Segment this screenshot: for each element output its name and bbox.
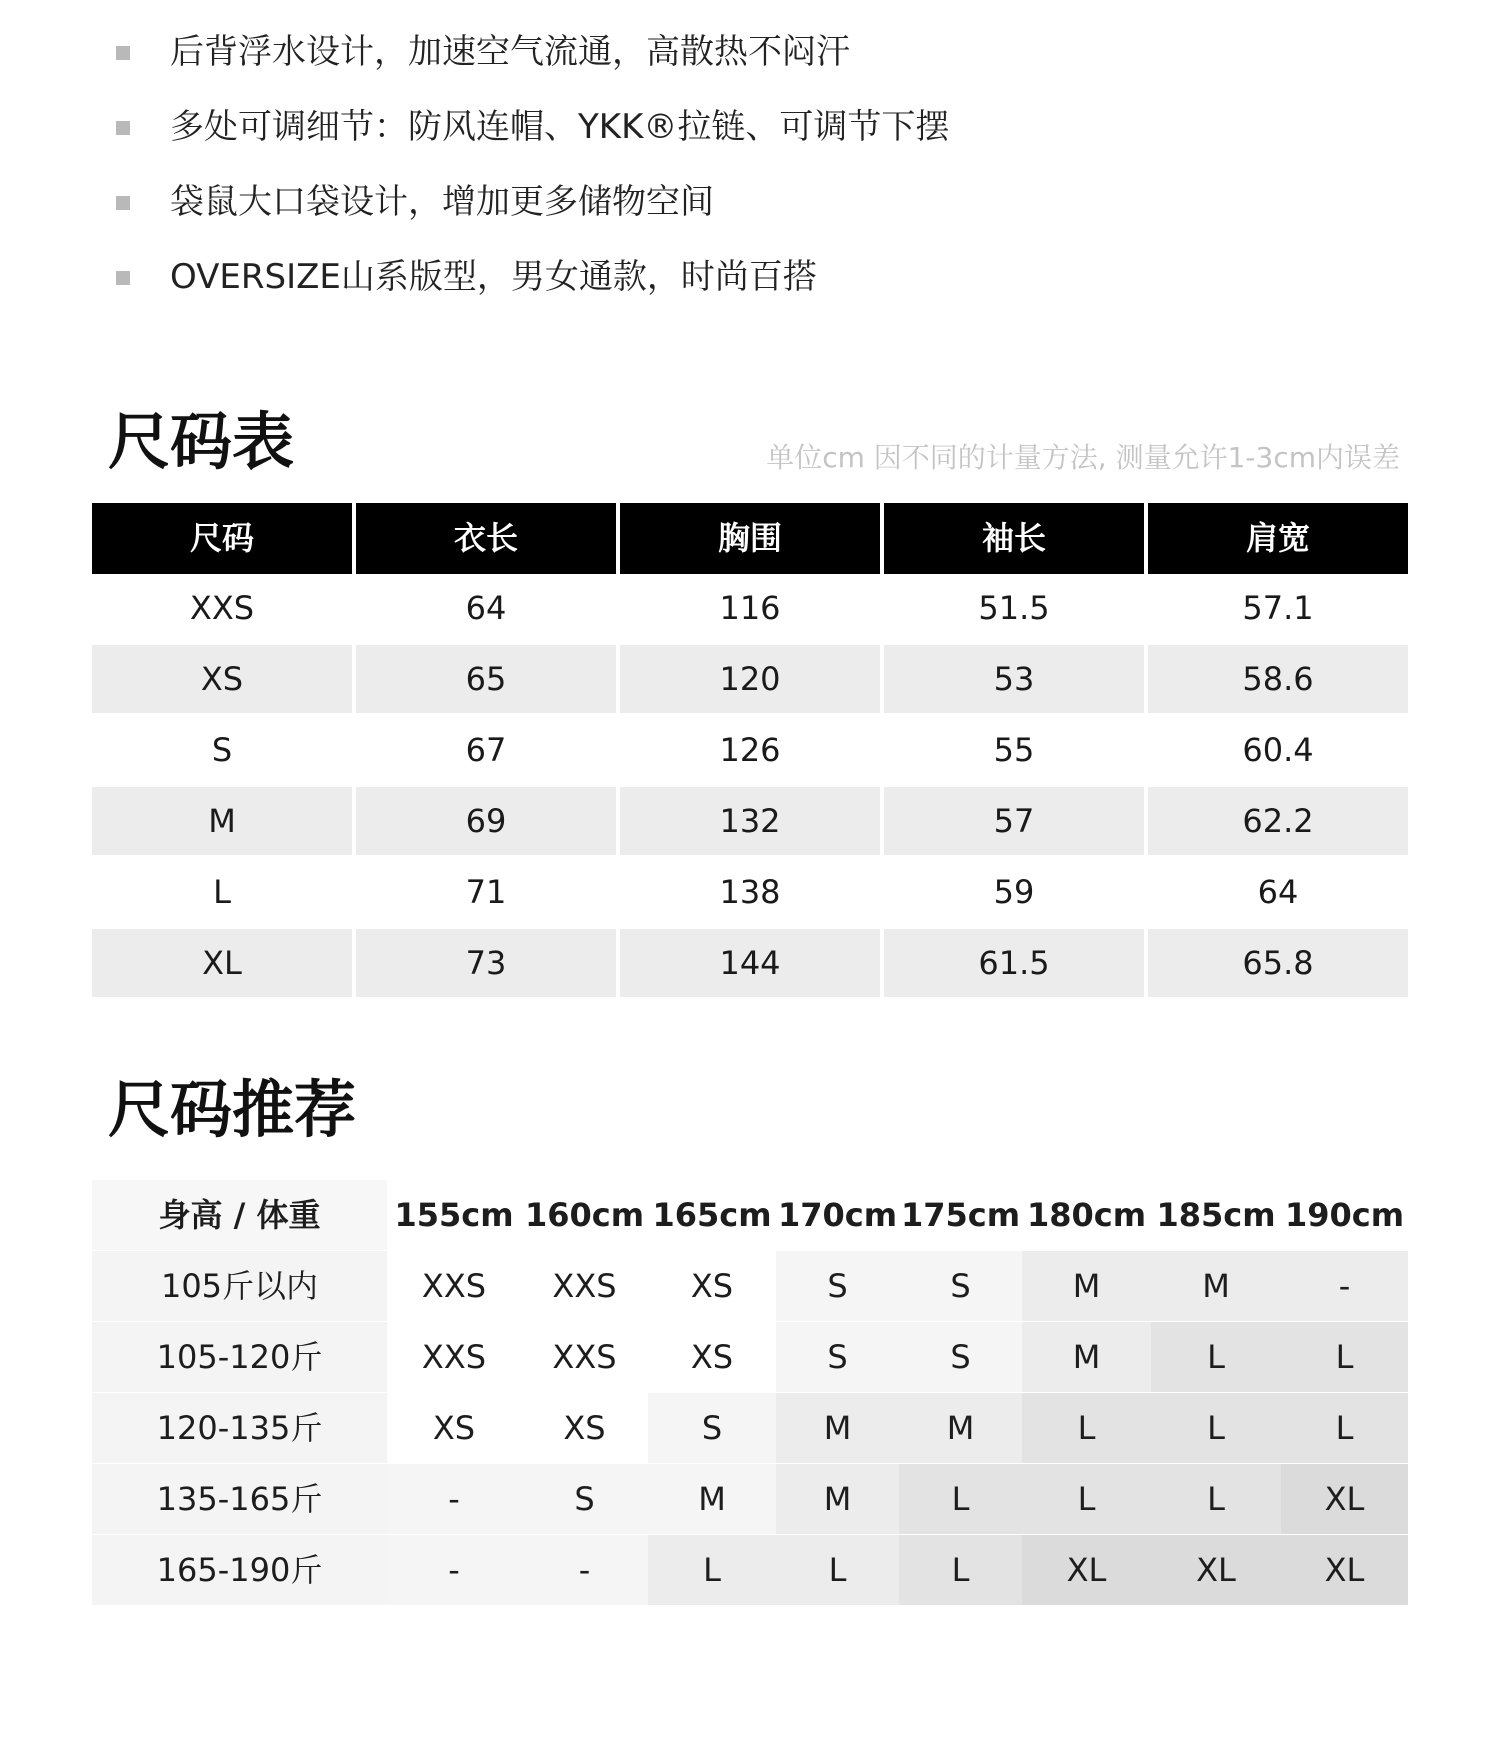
size-cell: L xyxy=(1281,1322,1408,1392)
size-cell: XS xyxy=(648,1251,776,1321)
table-cell: 69 xyxy=(356,787,616,855)
size-cell: - xyxy=(521,1535,648,1605)
size-chart-title: 尺码表 xyxy=(108,405,295,478)
table-cell: 120 xyxy=(620,645,880,713)
header-cell: 胸围 xyxy=(620,503,880,574)
header-cell: 尺码 xyxy=(92,503,352,574)
feature-item xyxy=(0,12,1500,87)
size-cell: XL xyxy=(1022,1535,1151,1605)
table-cell: 58.6 xyxy=(1148,645,1408,713)
table-cell: 51.5 xyxy=(884,574,1144,642)
bullet-square-icon xyxy=(116,271,130,285)
table-cell: 116 xyxy=(620,574,880,642)
feature-item xyxy=(0,237,1500,312)
size-cell: L xyxy=(648,1535,776,1605)
header-cell: 袖长 xyxy=(884,503,1144,574)
size-cell: L xyxy=(1151,1464,1281,1534)
table-row xyxy=(92,858,1408,926)
height-header: 180cm xyxy=(1022,1180,1151,1250)
size-chart-body xyxy=(92,574,1408,997)
size-cell: L xyxy=(1281,1393,1408,1463)
table-row xyxy=(92,645,1408,713)
size-cell: XXS xyxy=(521,1251,648,1321)
height-header: 170cm xyxy=(776,1180,899,1250)
size-cell: M xyxy=(1022,1251,1151,1321)
table-row xyxy=(92,1322,1408,1392)
table-cell: M xyxy=(92,787,352,855)
size-cell: - xyxy=(387,1464,521,1534)
size-cell: XXS xyxy=(387,1251,521,1321)
size-cell: XL xyxy=(1281,1535,1408,1605)
table-row xyxy=(92,1251,1408,1321)
unit-note: 单位cm 因不同的计量方法, 测量允许1-3cm内误差 xyxy=(766,441,1400,474)
height-header: 175cm xyxy=(899,1180,1022,1250)
table-cell: 55 xyxy=(884,716,1144,784)
table-cell: 53 xyxy=(884,645,1144,713)
table-cell: XXS xyxy=(92,574,352,642)
table-cell: 62.2 xyxy=(1148,787,1408,855)
size-cell: L xyxy=(1022,1464,1151,1534)
table-cell: 144 xyxy=(620,929,880,997)
table-cell: 60.4 xyxy=(1148,716,1408,784)
size-cell: M xyxy=(776,1393,899,1463)
table-cell: 65 xyxy=(356,645,616,713)
table-row xyxy=(92,1393,1408,1463)
table-cell: XS xyxy=(92,645,352,713)
size-cell: M xyxy=(1022,1322,1151,1392)
weight-label: 165-190斤 xyxy=(92,1535,387,1605)
size-cell: L xyxy=(899,1535,1022,1605)
table-cell: 57 xyxy=(884,787,1144,855)
table-row xyxy=(92,787,1408,855)
size-cell: S xyxy=(521,1464,648,1534)
size-cell: XS xyxy=(387,1393,521,1463)
size-cell: L xyxy=(899,1464,1022,1534)
weight-label: 105斤以内 xyxy=(92,1251,387,1321)
size-cell: XS xyxy=(521,1393,648,1463)
table-row xyxy=(92,574,1408,642)
size-cell: M xyxy=(1151,1251,1281,1321)
weight-label: 105-120斤 xyxy=(92,1322,387,1392)
header-cell: 衣长 xyxy=(356,503,616,574)
table-cell: 132 xyxy=(620,787,880,855)
weight-label: 120-135斤 xyxy=(92,1393,387,1463)
size-cell: S xyxy=(899,1322,1022,1392)
bullet-square-icon xyxy=(116,196,130,210)
feature-text: OVERSIZE山系版型，男女通款，时尚百搭 xyxy=(170,257,817,297)
table-cell: S xyxy=(92,716,352,784)
height-header: 185cm xyxy=(1151,1180,1281,1250)
size-cell: XL xyxy=(1281,1464,1408,1534)
table-cell: 73 xyxy=(356,929,616,997)
size-cell: M xyxy=(899,1393,1022,1463)
feature-text: 后背浮水设计，加速空气流通，高散热不闷汗 xyxy=(170,32,850,72)
size-cell: S xyxy=(776,1251,899,1321)
table-row xyxy=(92,1464,1408,1534)
size-cell: M xyxy=(776,1464,899,1534)
size-cell: S xyxy=(776,1322,899,1392)
corner-label: 身高 / 体重 xyxy=(92,1180,387,1250)
size-cell: M xyxy=(648,1464,776,1534)
feature-item xyxy=(0,87,1500,162)
bullet-square-icon xyxy=(116,46,130,60)
height-header: 155cm xyxy=(387,1180,521,1250)
size-cell: - xyxy=(1281,1251,1408,1321)
feature-text: 多处可调细节：防风连帽、YKK®拉链、可调节下摆 xyxy=(170,107,950,147)
table-cell: 126 xyxy=(620,716,880,784)
feature-text: 袋鼠大口袋设计，增加更多储物空间 xyxy=(170,182,714,222)
height-header: 190cm xyxy=(1281,1180,1408,1250)
height-header: 165cm xyxy=(648,1180,776,1250)
table-cell: 71 xyxy=(356,858,616,926)
size-cell: L xyxy=(1151,1322,1281,1392)
table-cell: 61.5 xyxy=(884,929,1144,997)
table-cell: 138 xyxy=(620,858,880,926)
size-cell: XS xyxy=(648,1322,776,1392)
size-cell: XXS xyxy=(387,1322,521,1392)
size-cell: - xyxy=(387,1535,521,1605)
weight-label: 135-165斤 xyxy=(92,1464,387,1534)
size-cell: L xyxy=(776,1535,899,1605)
table-cell: 65.8 xyxy=(1148,929,1408,997)
size-cell: XL xyxy=(1151,1535,1281,1605)
bullet-square-icon xyxy=(116,121,130,135)
size-chart-table xyxy=(92,503,1408,1000)
table-row xyxy=(92,1535,1408,1605)
table-cell: 57.1 xyxy=(1148,574,1408,642)
size-chart-header-row xyxy=(92,503,1408,574)
table-cell: XL xyxy=(92,929,352,997)
table-cell: 64 xyxy=(356,574,616,642)
table-cell: 67 xyxy=(356,716,616,784)
size-cell: S xyxy=(899,1251,1022,1321)
table-cell: L xyxy=(92,858,352,926)
height-header: 160cm xyxy=(521,1180,648,1250)
header-cell: 肩宽 xyxy=(1148,503,1408,574)
feature-item xyxy=(0,162,1500,237)
size-cell: XXS xyxy=(521,1322,648,1392)
size-cell: L xyxy=(1151,1393,1281,1463)
recommendation-header-row xyxy=(92,1180,1408,1250)
size-cell: S xyxy=(648,1393,776,1463)
table-row xyxy=(92,929,1408,997)
recommendation-title: 尺码推荐 xyxy=(108,1073,357,1146)
recommendation-table xyxy=(92,1180,1408,1606)
table-cell: 64 xyxy=(1148,858,1408,926)
table-cell: 59 xyxy=(884,858,1144,926)
table-row xyxy=(92,716,1408,784)
size-cell: L xyxy=(1022,1393,1151,1463)
